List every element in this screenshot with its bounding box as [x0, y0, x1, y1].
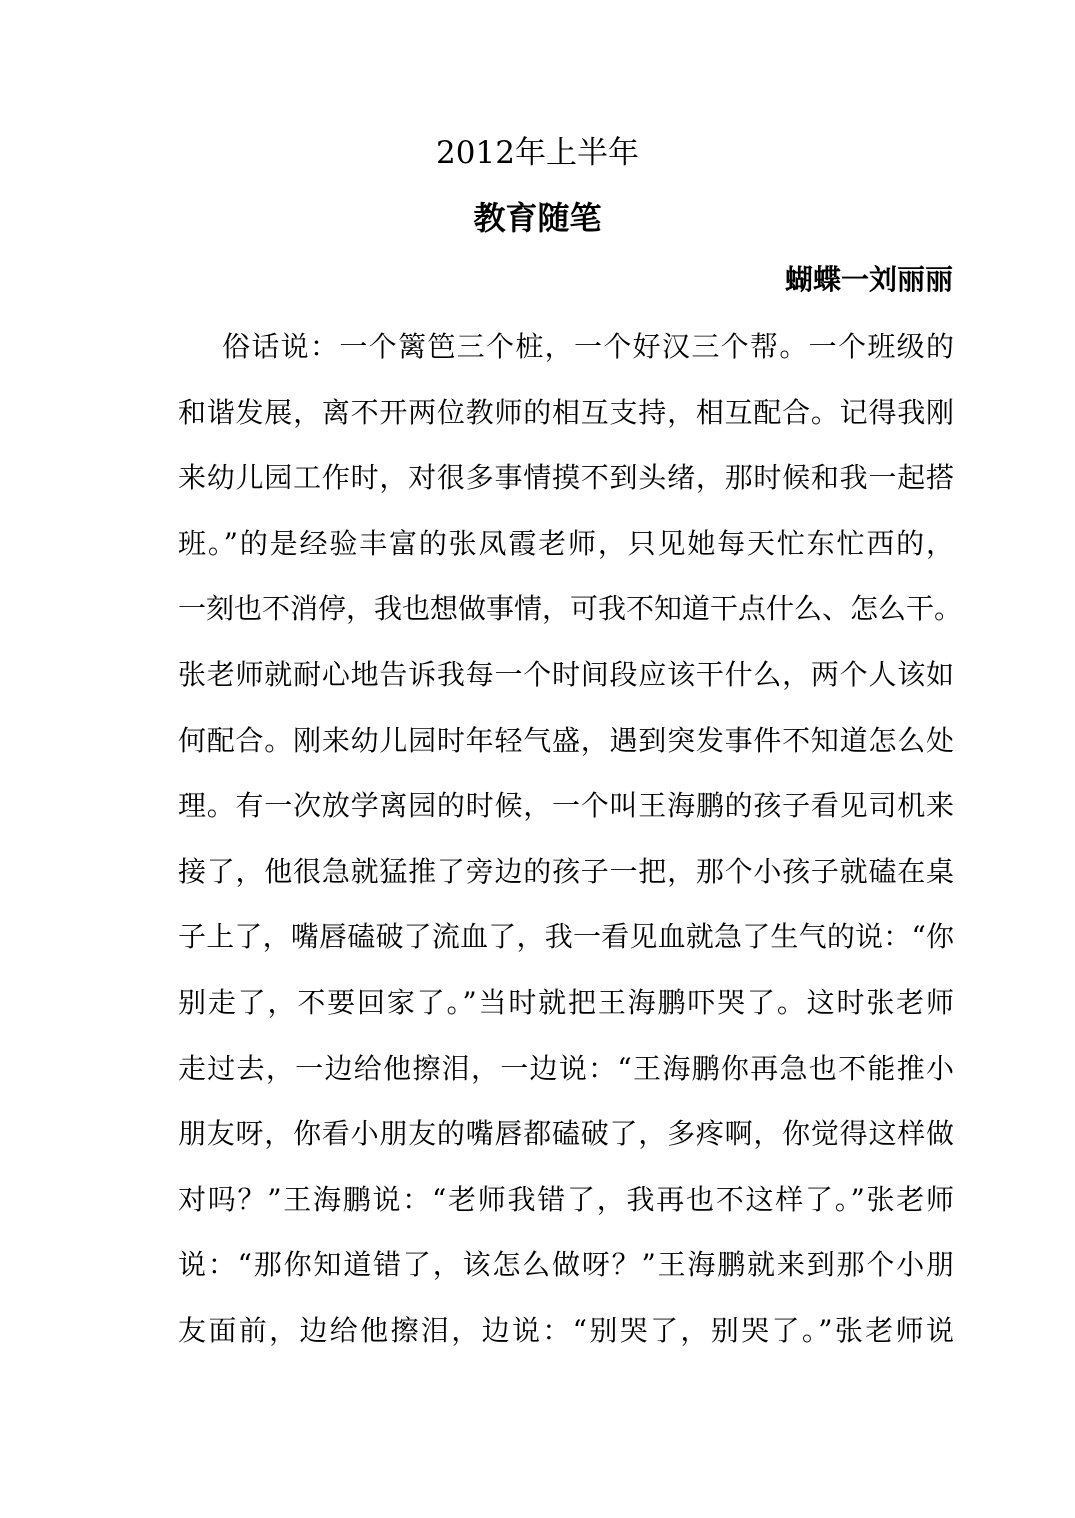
body-line: 和谐发展，离不开两位教师的相互支持，相互配合。记得我刚: [178, 395, 954, 429]
body-line: 一刻也不消停，我也想做事情，可我不知道干点什么、怎么干。: [178, 592, 963, 626]
body-line: 接了，他很急就猛推了旁边的孩子一把，那个小孩子就磕在桌: [178, 854, 954, 888]
body-line: 说：“那你知道错了，该怎么做呀？”王海鹏就来到那个小朋: [178, 1248, 954, 1282]
body-line: 俗话说：一个篱笆三个桩，一个好汉三个帮。一个班级的: [222, 330, 954, 363]
document-author: 蝴蝶一刘丽丽: [784, 263, 953, 296]
body-line: 子上了，嘴唇磕破了流血了，我一看见血就急了生气的说：“你: [178, 920, 954, 954]
body-line: 班。”的是经验丰富的张凤霞老师，只见她每天忙东忙西的，: [178, 526, 954, 560]
body-line: 对吗？”王海鹏说：“老师我错了，我再也不这样了。”张老师: [178, 1182, 954, 1216]
body-line: 理。有一次放学离园的时候，一个叫王海鹏的孩子看见司机来: [178, 789, 954, 823]
document-title-year: 2012年上半年: [436, 135, 639, 171]
document-body: [178, 318, 963, 1368]
body-line: 朋友呀，你看小朋友的嘴唇都磕破了，多疼啊，你觉得这样做: [178, 1117, 954, 1151]
body-line: 来幼儿园工作时，对很多事情摸不到头绪，那时候和我一起搭: [178, 461, 954, 495]
body-line: 别走了，不要回家了。”当时就把王海鹏吓哭了。这时张老师: [178, 985, 954, 1019]
body-line: 走过去，一边给他擦泪，一边说：“王海鹏你再急也不能推小: [178, 1051, 954, 1085]
document-title: 教育随笔: [473, 199, 602, 237]
body-line: 张老师就耐心地告诉我每一个时间段应该干什么，两个人该如: [178, 657, 954, 691]
body-line: 友面前，边给他擦泪，边说：“别哭了，别哭了。”张老师说: [178, 1313, 954, 1347]
body-line: 何配合。刚来幼儿园时年轻气盛，遇到突发事件不知道怎么处: [178, 723, 954, 757]
